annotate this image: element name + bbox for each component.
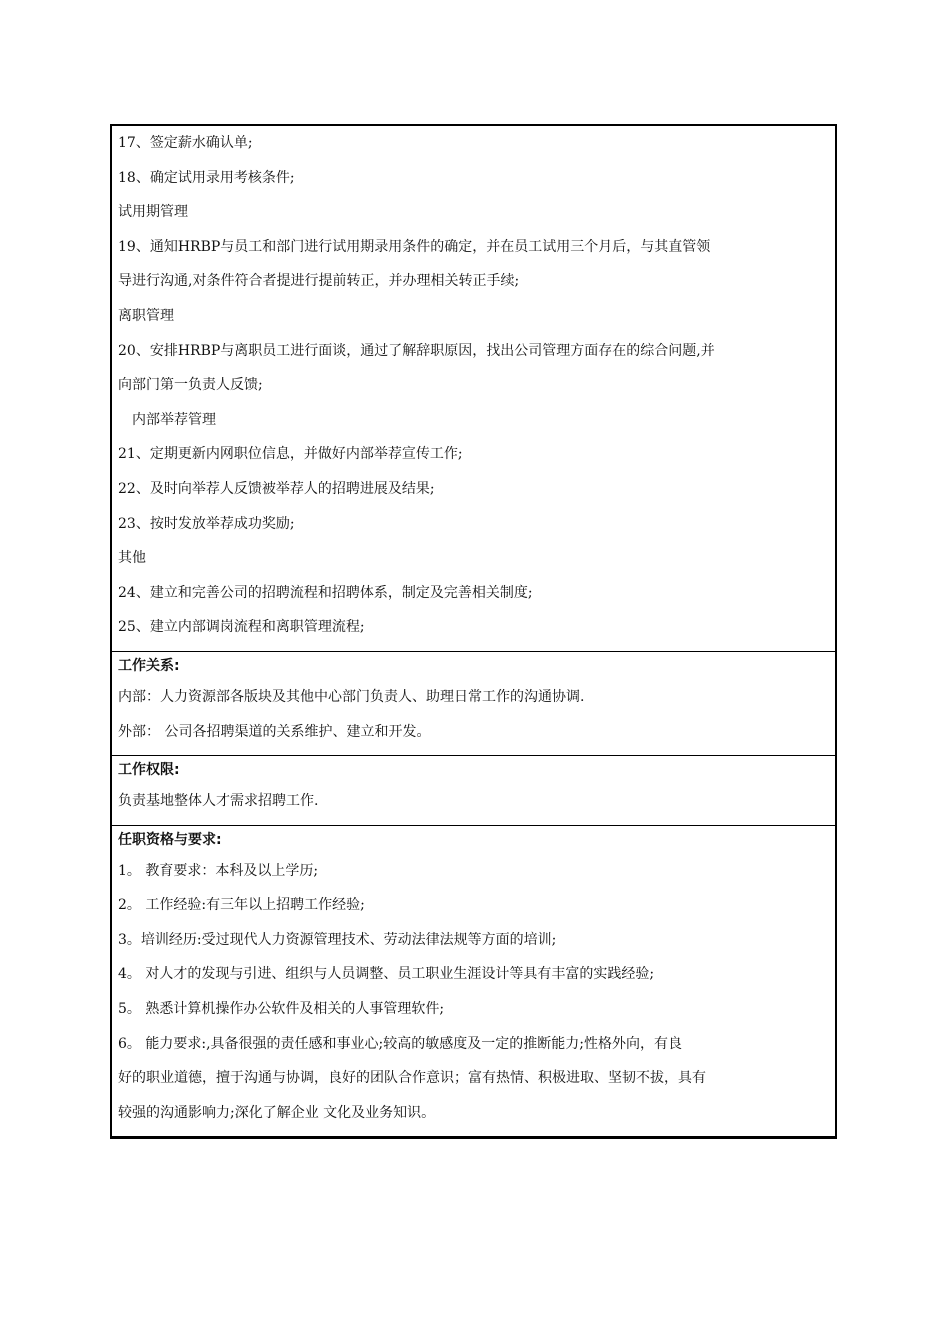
relations-external: 外部： 公司各招聘渠道的关系维护、建立和开发。 [118, 723, 431, 740]
relations-title: 工作关系: [118, 657, 180, 674]
duty-line: 导进行沟通,对条件符合者提进行提前转正，并办理相关转正手续; [118, 273, 520, 290]
duty-line: 20、安排HRBP与离职员工进行面谈，通过了解辞职原因，找出公司管理方面存在的综合问题,并 [118, 342, 715, 359]
relations-internal: 内部：人力资源部各版块及其他中心部门负责人、助理日常工作的沟通协调. [118, 688, 585, 705]
job-description-table [110, 124, 837, 1139]
duty-line: 25、建立内部调岗流程和离职管理流程; [118, 619, 365, 636]
duty-line: 22、及时向举荐人反馈被举荐人的招聘进展及结果; [118, 480, 435, 497]
requirement-line: 好的职业道德，擅于沟通与协调，良好的团队合作意识；富有热情、积极进取、坚韧不拔，具有 [118, 1070, 706, 1087]
section-label-resignation: 离职管理 [118, 307, 174, 324]
relations-row [111, 651, 836, 755]
duty-line: 17、签定薪水确认单; [118, 135, 253, 151]
requirement-line: 2。 工作经验:有三年以上招聘工作经验; [118, 897, 365, 914]
requirement-line: 4。 对人才的发现与引进、组织与人员调整、员工职业生涯设计等具有丰富的实践经验; [118, 966, 655, 983]
requirement-line: 较强的沟通影响力;深化了解企业 文化及业务知识。 [118, 1104, 436, 1121]
requirement-line: 3。培训经历:受过现代人力资源管理技术、劳动法律法规等方面的培训; [118, 931, 557, 948]
requirements-title: 任职资格与要求: [118, 831, 222, 848]
duty-line: 24、建立和完善公司的招聘流程和招聘体系，制定及完善相关制度; [118, 584, 533, 601]
duty-line: 18、确定试用录用考核条件; [118, 169, 295, 186]
requirement-line: 6。 能力要求:,具备很强的责任感和事业心;较高的敏感度及一定的推断能力;性格外向，有良 [118, 1035, 682, 1052]
authority-cell [111, 756, 836, 826]
relations-cell [111, 651, 836, 755]
section-label-referral: 内部举荐管理 [132, 411, 216, 428]
duties-row [111, 125, 836, 651]
duty-line: 23、按时发放举荐成功奖励; [118, 515, 295, 532]
duty-line: 向部门第一负责人反馈; [118, 377, 263, 394]
duty-line: 21、定期更新内网职位信息，并做好内部举荐宣传工作; [118, 446, 463, 463]
requirement-line: 5。 熟悉计算机操作办公软件及相关的人事管理软件; [118, 1001, 445, 1018]
section-label-other: 其他 [118, 550, 146, 567]
authority-text: 负责基地整体人才需求招聘工作. [118, 793, 319, 810]
authority-row [111, 756, 836, 826]
section-label-probation: 试用期管理 [118, 204, 188, 221]
duty-line: 19、通知HRBP与员工和部门进行试用期录用条件的确定，并在员工试用三个月后，与其直管领 [118, 238, 711, 255]
requirements-cell [111, 825, 836, 1138]
duties-cell [111, 125, 836, 651]
requirement-line: 1。 教育要求：本科及以上学历; [118, 862, 319, 879]
authority-title: 工作权限: [118, 762, 180, 779]
requirements-row [111, 825, 836, 1138]
